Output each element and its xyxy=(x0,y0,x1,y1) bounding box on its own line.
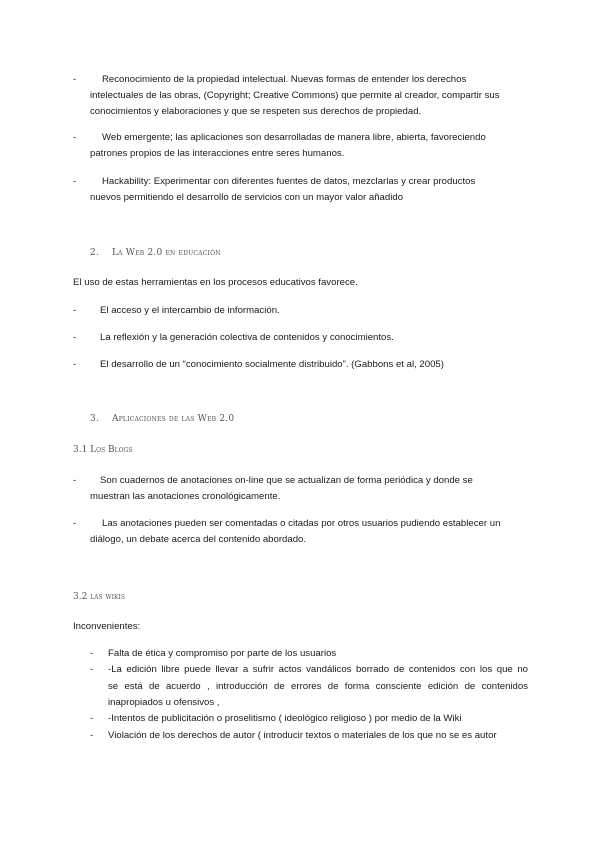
bullet-text-line: intelectuales de las obras, (Copyright; Creative Commons) que permite al creador, compartir sus xyxy=(90,90,500,101)
bullet-dash: - xyxy=(73,132,77,143)
section-title: Aplicaciones de las Web 2.0 xyxy=(112,414,235,424)
bullet-text-line: Violación de los derechos de autor ( introducir textos o materiales de los que no se es autor xyxy=(108,730,497,741)
section-number: 2. xyxy=(90,248,99,258)
bullet-text-line: -Intentos de publicitación o proselitismo ( ideológico religioso ) por medio de la Wiki xyxy=(108,713,462,724)
bullet-text-line: Las anotaciones pueden ser comentadas o citadas por otros usuarios pudiendo establecer un xyxy=(102,518,501,529)
paragraph-inconvenientes: Inconvenientes: xyxy=(73,621,141,632)
section-number: 3. xyxy=(90,414,99,424)
section-heading-web20-educacion xyxy=(90,248,221,258)
bullet-text-line: patrones propios de las interacciones entre seres humanos. xyxy=(90,148,345,159)
subheading-wikis: 3.2 las wikis xyxy=(73,592,125,602)
bullet-text-line: Web emergente; las aplicaciones son desarrolladas de manera libre, abierta, favoreciendo xyxy=(102,132,486,143)
bullet-text-line: Son cuadernos de anotaciones on-line que se actualizan de forma periódica y donde se xyxy=(100,475,473,486)
bullet-text-line: -La edición libre puede llevar a sufrir actos vandálicos borrado de contenidos con los que no xyxy=(108,664,528,675)
bullet-text-line: nuevos permitiendo el desarrollo de servicios con un mayor valor añadido xyxy=(90,192,404,203)
bullet-dash: - xyxy=(90,648,94,659)
bullet-text-line: Reconocimiento de la propiedad intelectual. Nuevas formas de entender los derechos xyxy=(102,74,467,85)
bullet-dash: - xyxy=(90,713,94,724)
section-title: La Web 2.0 en educación xyxy=(112,248,221,258)
bullet-text-line: Hackability: Experimentar con diferentes fuentes de datos, mezclarlas y crear productos xyxy=(102,176,476,187)
bullet-text-line: conocimientos y elaboraciones y que se respeten sus derechos de propiedad. xyxy=(90,106,422,117)
bullet-dash: - xyxy=(90,730,94,741)
section-heading-aplicaciones xyxy=(90,414,234,424)
bullet-dash: - xyxy=(73,475,77,486)
bullet-dash: - xyxy=(73,359,77,370)
bullet-text-line: El acceso y el intercambio de información. xyxy=(100,305,280,316)
bullet-dash: - xyxy=(73,518,77,529)
subheading-blogs: 3.1 Los Blogs xyxy=(73,445,133,455)
bullet-dash: - xyxy=(73,332,77,343)
bullet-text-line: diálogo, un debate acerca del contenido abordado. xyxy=(90,534,307,545)
bullet-text-line: La reflexión y la generación colectiva de contenidos y conocimientos. xyxy=(100,332,394,343)
paragraph-uso-herramientas: El uso de estas herramientas en los procesos educativos favorece. xyxy=(73,277,358,288)
bullet-text-line: Falta de ética y compromiso por parte de los usuarios xyxy=(108,648,337,659)
bullet-dash: - xyxy=(73,176,77,187)
bullet-text-line: muestran las anotaciones cronológicamente. xyxy=(90,491,281,502)
bullet-text-line: se está de acuerdo , introducción de errores de forma consciente edición de contenidos xyxy=(108,680,528,692)
bullet-text-line: El desarrollo de un “conocimiento socialmente distribuido”. (Gabbons et al, 2005) xyxy=(100,359,444,370)
bullet-dash: - xyxy=(73,74,77,85)
bullet-dash: - xyxy=(73,305,77,316)
bullet-dash: - xyxy=(90,664,94,675)
bullet-text-line: inapropiados u ofensivos , xyxy=(108,697,220,708)
